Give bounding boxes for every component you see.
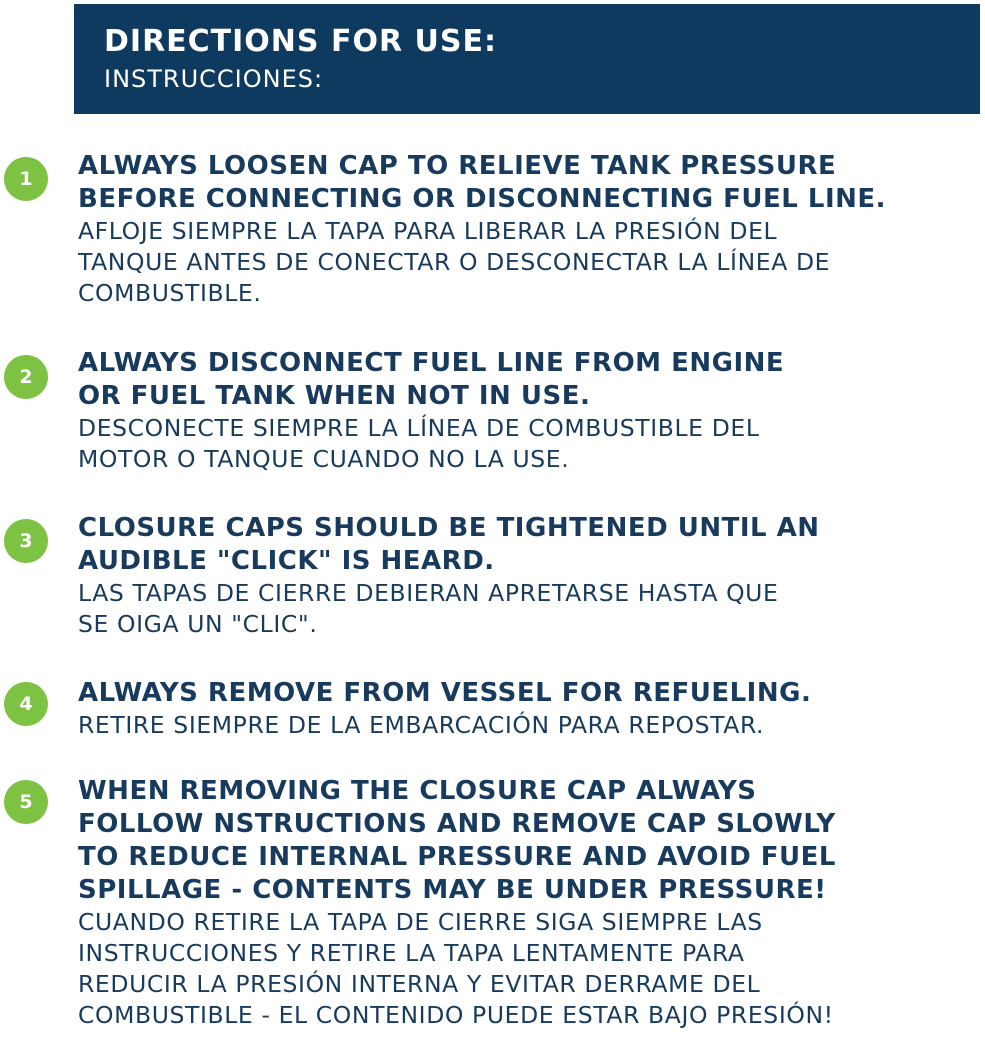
step-number-badge-2: 2 bbox=[4, 355, 48, 399]
step-number-badge-1: 1 bbox=[4, 157, 48, 201]
step-5-spanish-line-3: REDUCIR LA PRESIÓN INTERNA Y EVITAR DERRAME DEL bbox=[78, 970, 761, 998]
step-3-english-line-1: CLOSURE CAPS SHOULD BE TIGHTENED UNTIL AN bbox=[78, 513, 820, 543]
step-4-spanish-line-1: RETIRE SIEMPRE DE LA EMBARCACIÓN PARA REPOSTAR. bbox=[78, 711, 765, 739]
step-text-5 bbox=[78, 775, 983, 1031]
step-4-english-line-1: ALWAYS REMOVE FROM VESSEL FOR REFUELING. bbox=[78, 678, 812, 708]
step-number-badge-4: 4 bbox=[4, 682, 48, 726]
step-5-spanish-line-1: CUANDO RETIRE LA TAPA DE CIERRE SIGA SIEMPRE LAS bbox=[78, 908, 763, 936]
step-2-spanish-line-1: DESCONECTE SIEMPRE LA LÍNEA DE COMBUSTIBLE DEL bbox=[78, 414, 760, 442]
step-2-english-line-2: OR FUEL TANK WHEN NOT IN USE. bbox=[78, 381, 591, 411]
step-1-english-line-2: BEFORE CONNECTING OR DISCONNECTING FUEL LINE. bbox=[78, 184, 887, 214]
header-title: DIRECTIONS FOR USE: bbox=[104, 24, 497, 59]
step-1-english-line-1: ALWAYS LOOSEN CAP TO RELIEVE TANK PRESSURE bbox=[78, 151, 837, 181]
step-1-spanish-line-3: COMBUSTIBLE. bbox=[78, 279, 262, 307]
step-text-4 bbox=[78, 677, 983, 741]
step-5-spanish-line-4: COMBUSTIBLE - EL CONTENIDO PUEDE ESTAR BAJO PRESIÓN! bbox=[78, 1001, 834, 1029]
step-2-spanish-line-2: MOTOR O TANQUE CUANDO NO LA USE. bbox=[78, 445, 570, 473]
step-number-badge-3: 3 bbox=[4, 519, 48, 563]
step-5-english-line-1: WHEN REMOVING THE CLOSURE CAP ALWAYS bbox=[78, 776, 757, 806]
step-text-3 bbox=[78, 512, 983, 640]
step-3-english-line-2: AUDIBLE "CLICK" IS HEARD. bbox=[78, 546, 495, 576]
step-3-spanish-line-2: SE OIGA UN "CLIC". bbox=[78, 610, 318, 638]
step-5-english-line-3: TO REDUCE INTERNAL PRESSURE AND AVOID FUEL bbox=[78, 842, 836, 872]
step-5-english-line-4: SPILLAGE - CONTENTS MAY BE UNDER PRESSURE! bbox=[78, 875, 827, 905]
header-subtitle: INSTRUCCIONES: bbox=[104, 65, 324, 93]
step-text-1 bbox=[78, 150, 983, 309]
step-2-english-line-1: ALWAYS DISCONNECT FUEL LINE FROM ENGINE bbox=[78, 348, 785, 378]
step-5-english-line-2: FOLLOW NSTRUCTIONS AND REMOVE CAP SLOWLY bbox=[78, 809, 836, 839]
step-number-badge-5: 5 bbox=[4, 780, 48, 824]
step-1-spanish-line-2: TANQUE ANTES DE CONECTAR O DESCONECTAR LA LÍNEA DE bbox=[78, 248, 831, 276]
step-5-spanish-line-2: INSTRUCCIONES Y RETIRE LA TAPA LENTAMENTE PARA bbox=[78, 939, 745, 967]
step-1-spanish-line-1: AFLOJE SIEMPRE LA TAPA PARA LIBERAR LA PRESIÓN DEL bbox=[78, 217, 778, 245]
step-3-spanish-line-1: LAS TAPAS DE CIERRE DEBIERAN APRETARSE HASTA QUE bbox=[78, 579, 779, 607]
step-text-2 bbox=[78, 347, 983, 475]
